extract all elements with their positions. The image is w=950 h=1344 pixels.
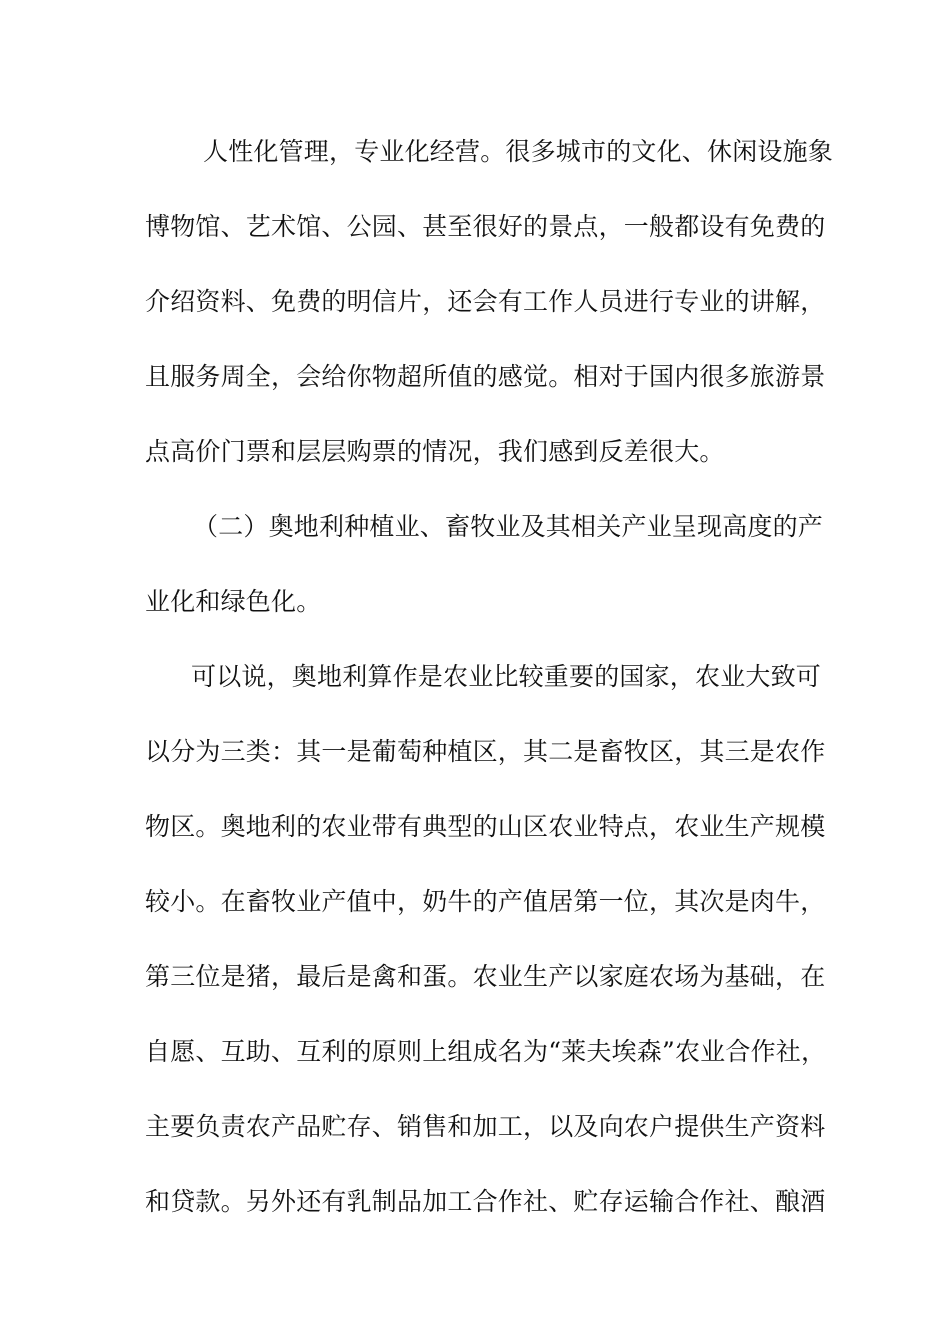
section-heading-line-2: 业化和绿色化。 bbox=[145, 587, 322, 616]
paragraph-2-line-5: 第三位是猪，最后是禽和蛋。农业生产以家庭农场为基础，在 bbox=[145, 962, 826, 991]
paragraph-2-line-8: 和贷款。另外还有乳制品加工合作社、贮存运输合作社、酿酒 bbox=[145, 1187, 826, 1216]
paragraph-1-line-2: 博物馆、艺术馆、公园、甚至很好的景点，一般都设有免费的 bbox=[145, 212, 826, 241]
paragraph-1-line-1: 人性化管理，专业化经营。很多城市的文化、休闲设施象 bbox=[203, 137, 834, 166]
paragraph-2-line-7: 主要负责农产品贮存、销售和加工，以及向农户提供生产资料 bbox=[145, 1112, 826, 1141]
paragraph-1-line-3: 介绍资料、免费的明信片，还会有工作人员进行专业的讲解， bbox=[145, 287, 826, 316]
paragraph-1-line-4: 且服务周全，会给你物超所值的感觉。相对于国内很多旅游景 bbox=[145, 362, 826, 391]
paragraph-1-line-5: 点高价门票和层层购票的情况，我们感到反差很大。 bbox=[145, 437, 725, 466]
paragraph-2-line-4: 较小。在畜牧业产值中，奶牛的产值居第一位，其次是肉牛， bbox=[145, 887, 826, 916]
paragraph-2-line-1: 可以说，奥地利算作是农业比较重要的国家，农业大致可 bbox=[191, 662, 822, 691]
paragraph-2-line-6: 自愿、互助、互利的原则上组成名为“莱夫埃森”农业合作社， bbox=[145, 1037, 827, 1066]
paragraph-2-line-2: 以分为三类：其一是葡萄种植区，其二是畜牧区，其三是农作 bbox=[145, 737, 826, 766]
paragraph-2-line-3: 物区。奥地利的农业带有典型的山区农业特点，农业生产规模 bbox=[145, 812, 826, 841]
section-heading-line-1: （二）奥地利种植业、畜牧业及其相关产业呈现高度的产 bbox=[193, 512, 824, 541]
